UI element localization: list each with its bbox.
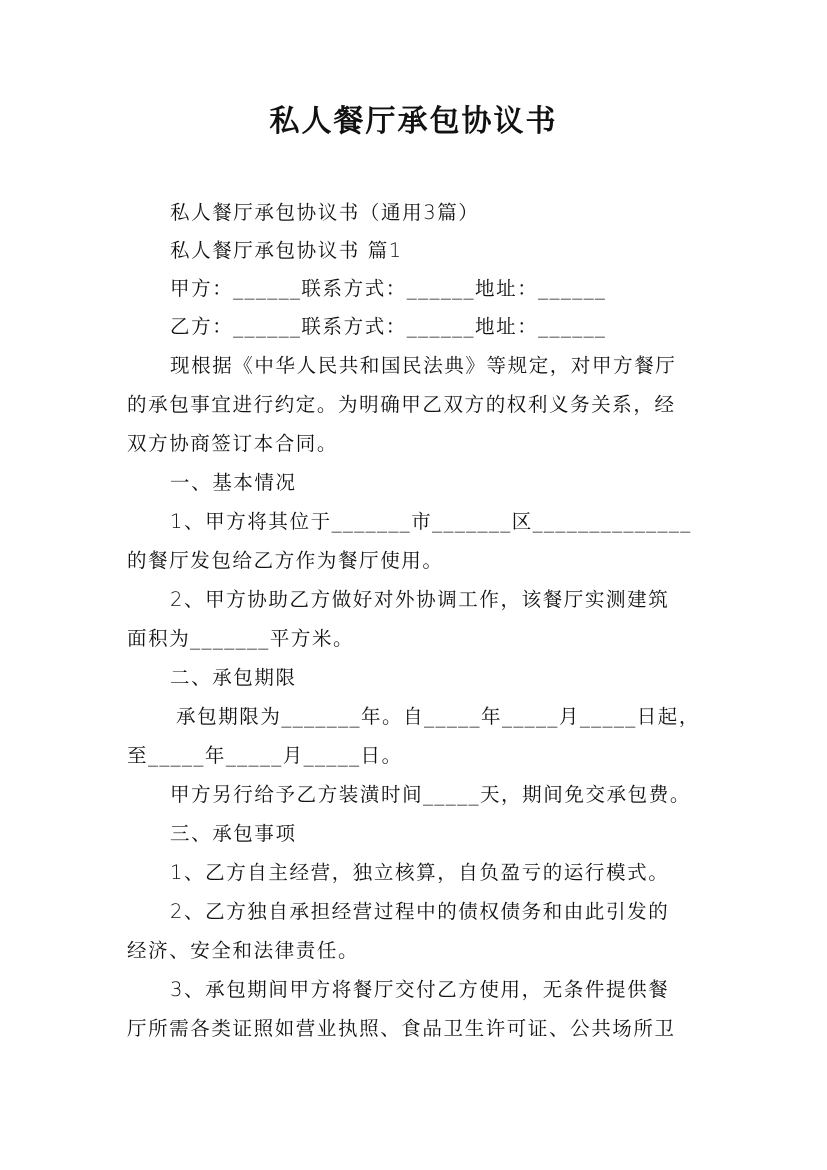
paragraph-line: 3、承包期间甲方将餐厅交付乙方使用，无条件提供餐 bbox=[170, 978, 670, 1001]
subtitle-line: 私人餐厅承包协议书（通用3篇） bbox=[170, 201, 480, 224]
paragraph-line: 承包期限为_______年。自_____年_____月_____日起， bbox=[176, 705, 700, 728]
section-heading-part1: 私人餐厅承包协议书 篇1 bbox=[170, 239, 403, 262]
paragraph-line: 双方协商签订本合同。 bbox=[127, 432, 339, 455]
paragraph-line: 1、甲方将其位于_______市_______区______________ bbox=[170, 510, 692, 533]
paragraph-line: 现根据《中华人民共和国民法典》等规定，对甲方餐厅 bbox=[170, 354, 677, 377]
paragraph-line: 至_____年_____月_____日。 bbox=[127, 744, 403, 767]
paragraph-line: 1、乙方自主经营，独立核算，自负盈亏的运行模式。 bbox=[170, 861, 670, 884]
paragraph-line: 的承包事宜进行约定。为明确甲乙双方的权利义务关系，经 bbox=[127, 393, 676, 416]
paragraph-line: 2、乙方独自承担经营过程中的债权债务和由此引发的 bbox=[170, 900, 670, 923]
party-b-line: 乙方：______联系方式：______地址：______ bbox=[170, 315, 607, 338]
paragraph-line: 厅所需各类证照如营业执照、食品卫生许可证、公共场所卫 bbox=[127, 1017, 676, 1040]
paragraph-line: 面积为_______平方米。 bbox=[127, 627, 355, 650]
section-heading-term: 二、承包期限 bbox=[170, 666, 297, 689]
paragraph-line: 经济、安全和法律责任。 bbox=[127, 939, 360, 962]
paragraph-line: 2、甲方协助乙方做好对外协调工作，该餐厅实测建筑 bbox=[170, 588, 670, 611]
paragraph-line: 甲方另行给予乙方装潢时间_____天，期间免交承包费。 bbox=[170, 783, 691, 806]
document-title: 私人餐厅承包协议书 bbox=[269, 104, 558, 139]
paragraph-line: 的餐厅发包给乙方作为餐厅使用。 bbox=[127, 549, 444, 572]
party-a-line: 甲方：______联系方式：______地址：______ bbox=[170, 277, 607, 300]
section-heading-matters: 三、承包事项 bbox=[170, 822, 297, 845]
section-heading-basic: 一、基本情况 bbox=[170, 471, 297, 494]
